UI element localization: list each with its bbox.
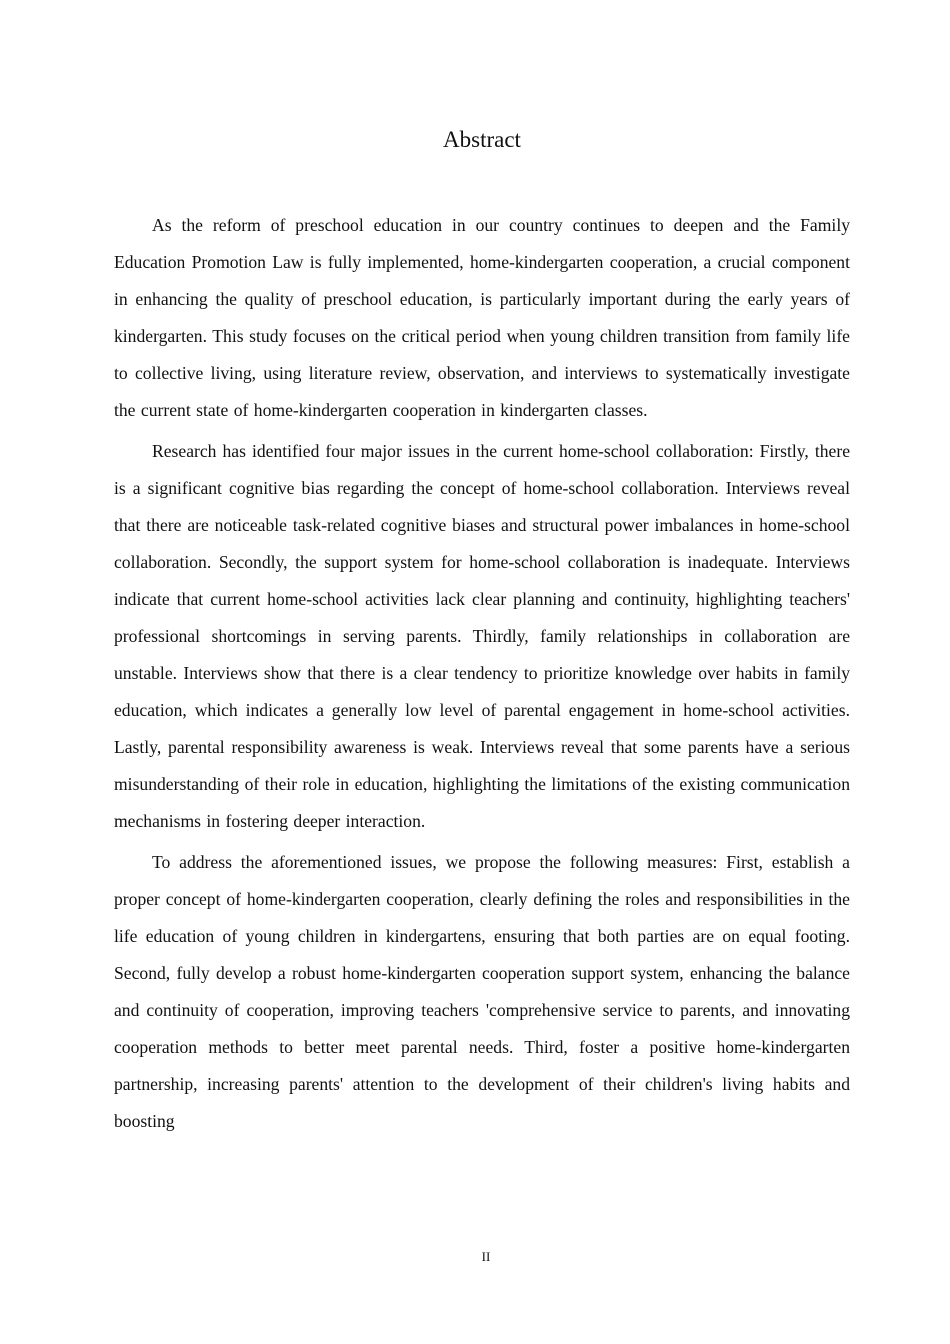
abstract-paragraph-3: To address the aforementioned issues, we propose the following measures: First, establish a proper concept of home-kindergarten cooperation, clearly defining the roles and responsibilities in the life education of young children in kindergartens, ensuring that both parties are on equal footing. Second, fully develop a robust home-kindergarten cooperation support system, enhancing the balance and continuity of cooperation, improving teachers 'comprehensive service to parents, and innovating cooperation methods to better meet parental needs. Third, foster a positive home-kindergarten partnership, increasing parents' attention to the development of their children's living habits and boosting — [114, 852, 850, 1131]
page-title: Abstract — [443, 127, 521, 152]
page-number: II — [481, 1249, 491, 1264]
abstract-body — [114, 207, 850, 1144]
abstract-paragraph-2: Research has identified four major issues in the current home-school collaboration: Firstly, there is a significant cognitive bias regarding the concept of home-school collaboration. Interviews reveal that there are noticeable task-related cognitive biases and structural power imbalances in home-school collaboration. Secondly, the support system for home-school collaboration is inadequate. Interviews indicate that current home-school activities lack clear planning and continuity, highlighting teachers' professional shortcomings in serving parents. Thirdly, family relationships in collaboration are unstable. Interviews show that there is a clear tendency to prioritize knowledge over habits in family education, which indicates a generally low level of parental engagement in home-school activities. Lastly, parental responsibility awareness is weak. Interviews reveal that some parents have a serious misunderstanding of their role in education, highlighting the limitations of the existing communication mechanisms in fostering deeper interaction. — [114, 441, 850, 831]
abstract-paragraph-1: As the reform of preschool education in our country continues to deepen and the Family Education Promotion Law is fully implemented, home-kindergarten cooperation, a crucial component in enhancing the quality of preschool education, is particularly important during the early years of kindergarten. This study focuses on the critical period when young children transition from family life to collective living, using literature review, observation, and interviews to systematically investigate the current state of home-kindergarten cooperation in kindergarten classes. — [114, 215, 850, 420]
